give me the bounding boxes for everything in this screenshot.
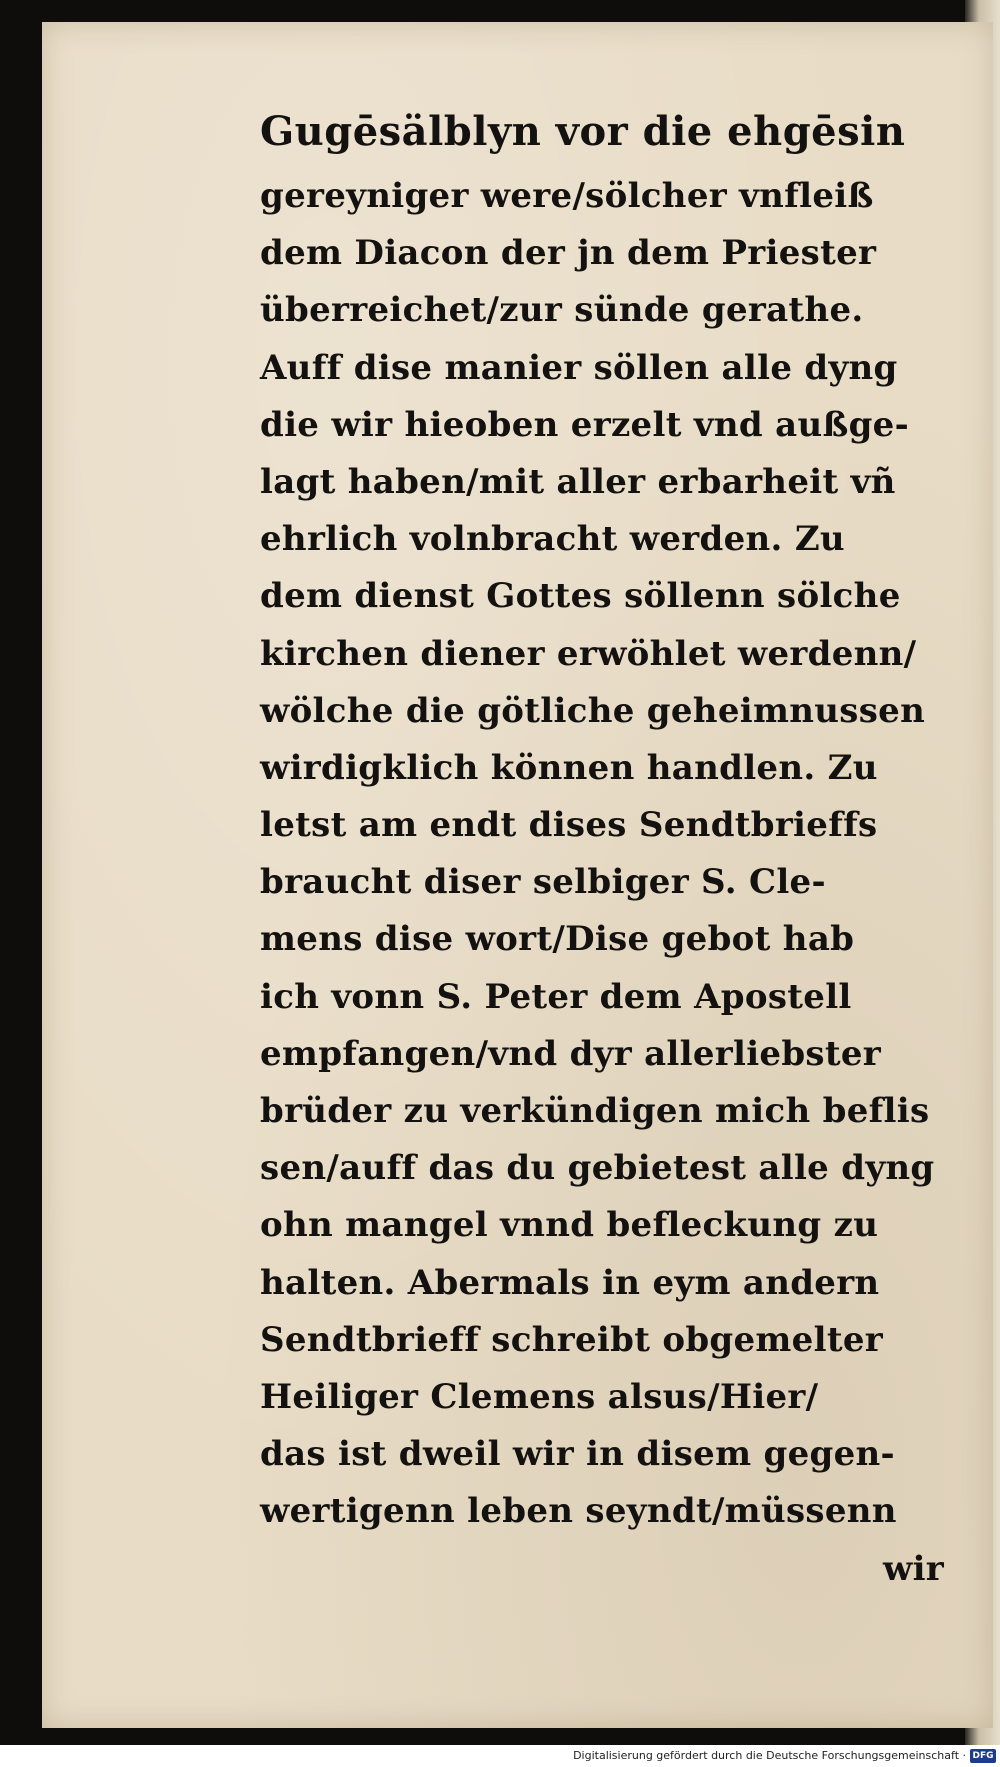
text-line: dem dienst Gottes söllenn sölche bbox=[260, 576, 901, 617]
catchword: wir bbox=[883, 1548, 944, 1589]
text-line: lagt haben/mit aller erbarheit vñ bbox=[260, 461, 896, 502]
text-line: dem Diacon der jn dem Priester bbox=[260, 233, 877, 274]
running-head: Gugēsälblyn vor die ehgēsin bbox=[260, 108, 906, 155]
book-page bbox=[42, 22, 993, 1728]
text-line: ohn mangel vnnd befleckung zu bbox=[260, 1205, 879, 1246]
text-line: ehrlich volnbracht werden. Zu bbox=[260, 519, 845, 560]
text-line: letst am endt dises Sendtbrieffs bbox=[260, 805, 878, 846]
text-line: Sendtbrieff schreibt obgemelter bbox=[260, 1319, 883, 1360]
text-line: empfangen/vnd dyr allerliebster bbox=[260, 1033, 882, 1074]
text-line: brüder zu verkündigen mich beflis bbox=[260, 1091, 930, 1131]
text-line: wirdigklich können handlen. Zu bbox=[260, 747, 878, 788]
text-line: kirchen diener erwöhlet werdenn/ bbox=[260, 633, 917, 674]
text-line: die wir hieoben erzelt vnd außge- bbox=[260, 404, 910, 445]
text-line: überreichet/zur sünde gerathe. bbox=[260, 290, 864, 331]
text-line: braucht diser selbiger S. Cle- bbox=[260, 862, 826, 903]
digitization-footer bbox=[0, 1745, 1000, 1767]
text-block bbox=[260, 102, 950, 1598]
text-line: wölche die götliche geheimnussen bbox=[260, 690, 926, 731]
text-line: gereyniger were/sölcher vnfleiß bbox=[260, 176, 874, 216]
text-line: halten. Abermals in eym andern bbox=[260, 1262, 880, 1303]
text-line: Heiliger Clemens alsus/Hier/ bbox=[260, 1376, 819, 1417]
text-line: mens dise wort/Dise gebot hab bbox=[260, 919, 855, 960]
text-line: sen/auff das du gebietest alle dyng bbox=[260, 1148, 935, 1189]
text-line: Auff dise manier söllen alle dyng bbox=[260, 347, 898, 388]
dfg-logo: DFG bbox=[970, 1749, 996, 1763]
footer-credit: Digitalisierung gefördert durch die Deutsche Forschungsgemeinschaft · bbox=[573, 1749, 966, 1762]
text-line: ich vonn S. Peter dem Apostell bbox=[260, 976, 852, 1017]
text-line: das ist dweil wir in disem gegen- bbox=[260, 1434, 895, 1475]
text-line: wertigenn leben seyndt/müssenn bbox=[260, 1491, 897, 1532]
